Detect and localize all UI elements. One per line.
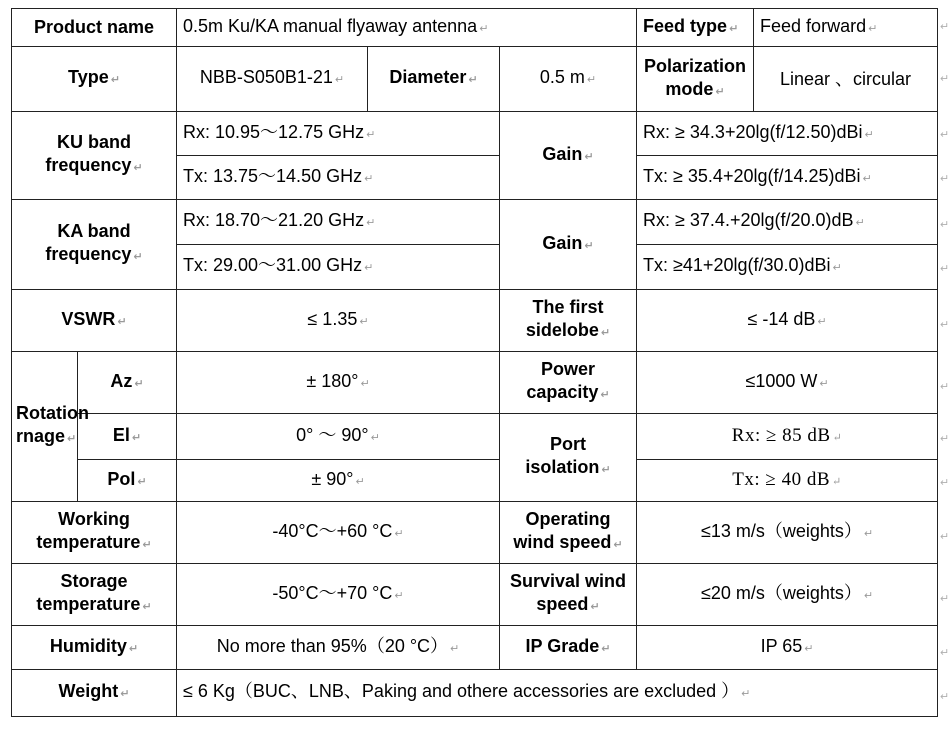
row-end-mark: ↵	[940, 477, 950, 489]
row-working-temperature	[12, 502, 938, 564]
ku-tx-frequency: Tx: 13.75～14.50 GHz ↵	[177, 156, 500, 200]
el-value: 0° ～ 90° ↵	[177, 414, 500, 460]
type-value: NBB-S050B1-21 ↵	[177, 47, 368, 112]
vswr-label: VSWR ↵	[12, 290, 177, 352]
rotation-range-label: Rotation rnage ↵	[12, 352, 78, 502]
row-end-mark: ↵	[940, 531, 950, 543]
ku-gain-label: Gain ↵	[500, 112, 637, 200]
operating-wind-speed-label: Operating wind speed ↵	[500, 502, 637, 564]
az-value: ± 180° ↵	[177, 352, 500, 414]
ip-grade-label: IP Grade ↵	[500, 626, 637, 670]
storage-temperature-value: -50°C～+70 °C ↵	[177, 564, 500, 626]
row-rotation-el	[12, 414, 938, 460]
row-rotation-az	[12, 352, 938, 414]
ka-band-label: KA band frequency ↵	[12, 200, 177, 290]
row-end-mark: ↵	[940, 319, 950, 331]
port-isolation-label: Port isolation ↵	[500, 414, 637, 502]
operating-wind-speed-value: ≤13 m/s（weights） ↵	[637, 502, 938, 564]
antenna-spec-table	[11, 8, 938, 717]
ka-rx-frequency: Rx: 18.70～21.20 GHz ↵	[177, 200, 500, 245]
pol-value: ± 90° ↵	[177, 460, 500, 502]
sidelobe-value: ≤ -14 dB ↵	[637, 290, 938, 352]
polarization-value: Linear 、circular	[754, 47, 938, 112]
storage-temperature-label: Storage temperature ↵	[12, 564, 177, 626]
row-vswr	[12, 290, 938, 352]
weight-value: ≤ 6 Kg（BUC、LNB、Paking and othere accessories are excluded ） ↵	[177, 670, 938, 717]
row-end-mark: ↵	[940, 21, 950, 33]
row-ka-rx	[12, 200, 938, 245]
feed-type-label: Feed type ↵	[637, 9, 754, 47]
row-product-name	[12, 9, 938, 47]
pol-label: Pol ↵	[78, 460, 177, 502]
row-end-mark: ↵	[940, 381, 950, 393]
feed-type-value: Feed forward ↵	[754, 9, 938, 47]
power-capacity-label: Power capacity ↵	[500, 352, 637, 414]
ka-gain-tx: Tx: ≥41+20lg(f/30.0)dBi ↵	[637, 245, 938, 290]
row-storage-temperature	[12, 564, 938, 626]
row-end-mark: ↵	[940, 433, 950, 445]
row-end-mark: ↵	[940, 647, 950, 659]
weight-label: Weight ↵	[12, 670, 177, 717]
port-isolation-tx: Tx: ≥ 40 dB ↵	[637, 460, 938, 502]
humidity-label: Humidity ↵	[12, 626, 177, 670]
working-temperature-label: Working temperature ↵	[12, 502, 177, 564]
row-end-mark: ↵	[940, 593, 950, 605]
el-label: El ↵	[78, 414, 177, 460]
row-end-mark: ↵	[940, 129, 950, 141]
row-end-mark: ↵	[940, 263, 950, 275]
ku-gain-tx: Tx: ≥ 35.4+20lg(f/14.25)dBi ↵	[637, 156, 938, 200]
ku-gain-rx: Rx: ≥ 34.3+20lg(f/12.50)dBi ↵	[637, 112, 938, 156]
diameter-value: 0.5 m ↵	[500, 47, 637, 112]
working-temperature-value: -40°C～+60 °C ↵	[177, 502, 500, 564]
row-ku-rx	[12, 112, 938, 156]
row-end-mark: ↵	[940, 219, 950, 231]
row-end-mark: ↵	[940, 73, 950, 85]
product-name-label: Product name	[12, 9, 177, 47]
row-rotation-pol	[12, 460, 938, 502]
ka-gain-label: Gain ↵	[500, 200, 637, 290]
row-humidity	[12, 626, 938, 670]
diameter-label: Diameter ↵	[368, 47, 500, 112]
polarization-label: Polarization mode ↵	[637, 47, 754, 112]
ku-band-label: KU band frequency ↵	[12, 112, 177, 200]
spec-sheet	[11, 8, 937, 717]
vswr-value: ≤ 1.35 ↵	[177, 290, 500, 352]
row-end-mark: ↵	[940, 173, 950, 185]
row-end-mark: ↵	[940, 691, 950, 703]
power-capacity-value: ≤1000 W ↵	[637, 352, 938, 414]
product-name-value: 0.5m Ku/KA manual flyaway antenna ↵	[177, 9, 637, 47]
row-weight	[12, 670, 938, 717]
ka-gain-rx: Rx: ≥ 37.4.+20lg(f/20.0)dB ↵	[637, 200, 938, 245]
survival-wind-speed-value: ≤20 m/s（weights） ↵	[637, 564, 938, 626]
az-label: Az ↵	[78, 352, 177, 414]
port-isolation-rx: Rx: ≥ 85 dB ↵	[637, 414, 938, 460]
sidelobe-label: The first sidelobe ↵	[500, 290, 637, 352]
row-type	[12, 47, 938, 112]
humidity-value: No more than 95%（20 °C） ↵	[177, 626, 500, 670]
ip-grade-value: IP 65 ↵	[637, 626, 938, 670]
ku-rx-frequency: Rx: 10.95～12.75 GHz ↵	[177, 112, 500, 156]
type-label: Type ↵	[12, 47, 177, 112]
survival-wind-speed-label: Survival wind speed ↵	[500, 564, 637, 626]
ka-tx-frequency: Tx: 29.00～31.00 GHz ↵	[177, 245, 500, 290]
